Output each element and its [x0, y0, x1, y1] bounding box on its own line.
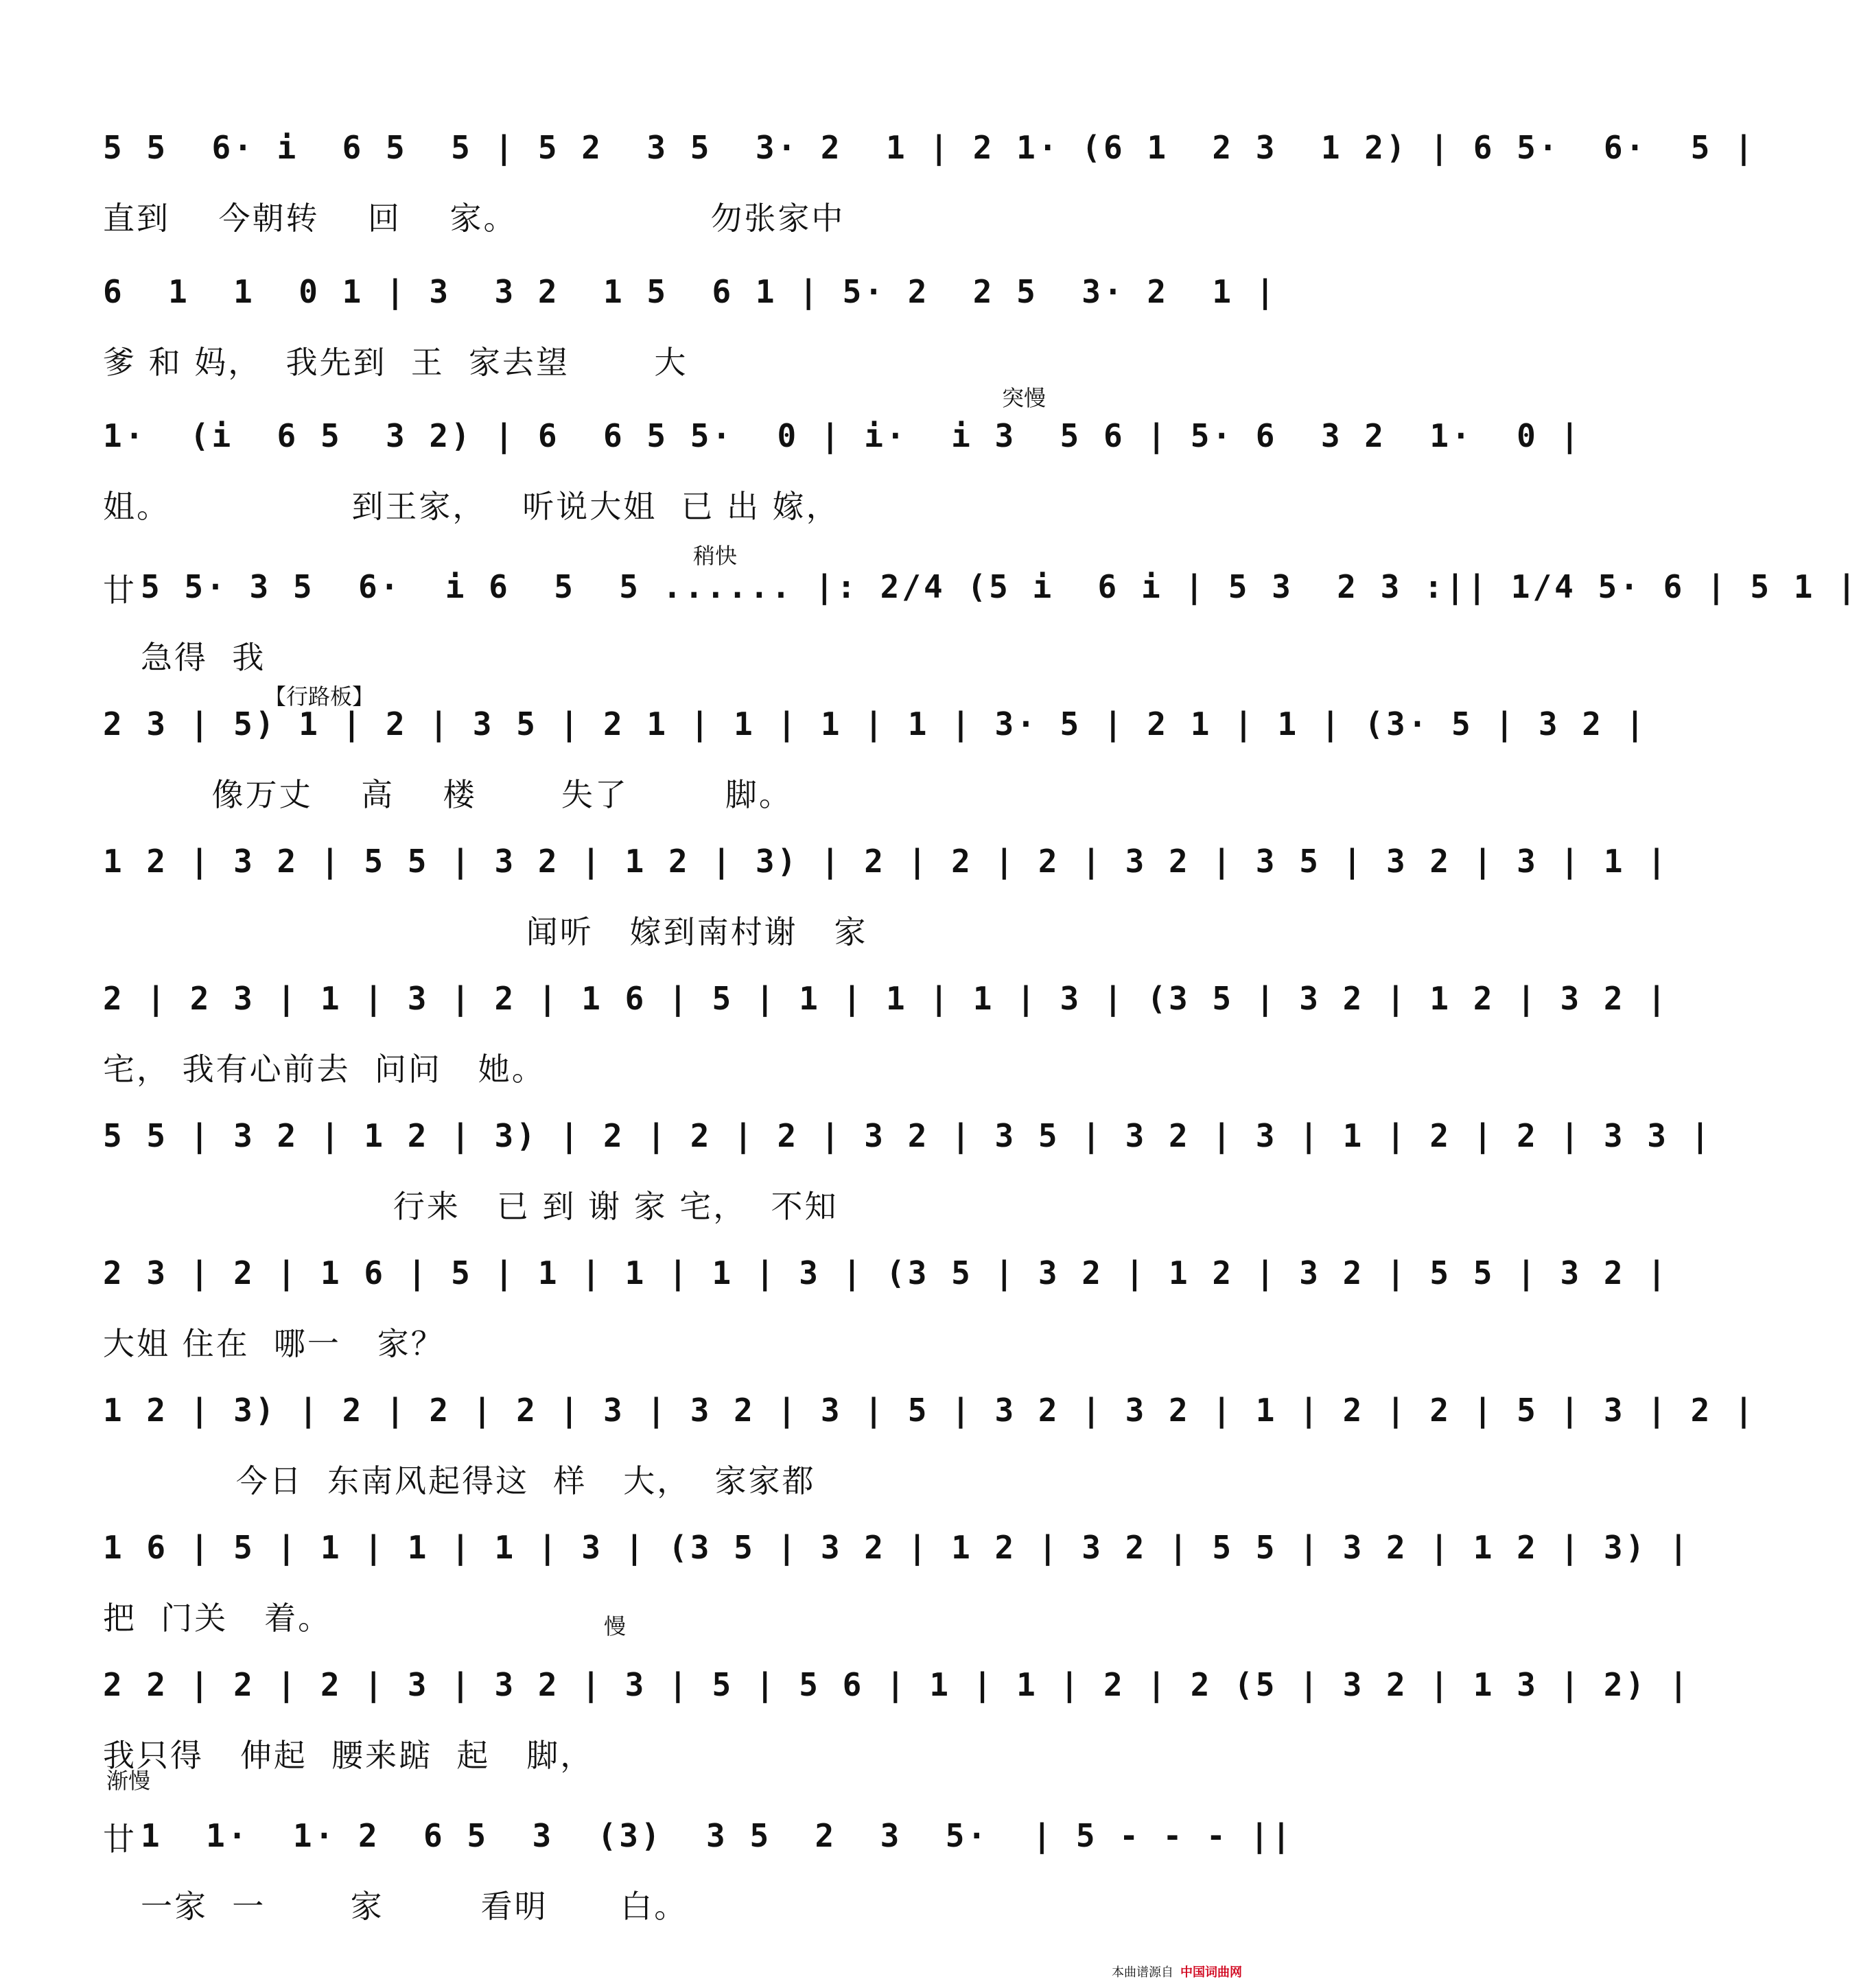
notation-line: 6 1 1 0 1 | 3 3 2 1 5 6 1 | 5· 2 2 5 3· 2 1 |	[103, 273, 1278, 310]
notation-line: 1 6 | 5 | 1 | 1 | 1 | 3 | (3 5 | 3 2 | 1 2 | 3 2 | 5 5 | 3 2 | 1 2 | 3) |	[103, 1529, 1691, 1566]
notation-line: 2 2 | 2 | 2 | 3 | 3 2 | 3 | 5 | 5 6 | 1 | 1 | 2 | 2 (5 | 3 2 | 1 3 | 2) |	[103, 1666, 1691, 1703]
lyrics-line: 爹 和 妈， 我先到 王 家去望 大	[103, 344, 688, 381]
tempo-mark-jianman: 渐慢	[106, 1768, 151, 1794]
lyrics-line: 一家 一 家 看明 白。	[141, 1888, 688, 1925]
notation-line: 1 2 | 3 2 | 5 5 | 3 2 | 1 2 | 3) | 2 | 2 | 2 | 3 2 | 3 5 | 3 2 | 3 | 1 |	[103, 843, 1669, 880]
lyrics-line: 急得 我	[141, 639, 266, 676]
lyrics-line: 把 门关 着。	[103, 1600, 332, 1637]
lyrics-line: 宅， 我有心前去 问问 她。	[103, 1051, 546, 1088]
free-rhythm-marker: 廿	[103, 572, 135, 609]
lyrics-line: 行来 已 到 谢 家 宅， 不知	[103, 1188, 839, 1225]
tempo-mark-tumman: 突慢	[1002, 385, 1047, 411]
free-rhythm-marker: 廿	[103, 1821, 135, 1858]
notation-line: 2 3 | 5) 1 | 2 | 3 5 | 2 1 | 1 | 1 | 1 | 3· 5 | 2 1 | 1 | (3· 5 | 3 2 |	[103, 705, 1648, 742]
lyrics-line: 今日 东南风起得这 样 大， 家家都	[103, 1462, 816, 1499]
notation-line: 5 5 6· i 6 5 5 | 5 2 3 5 3· 2 1 | 2 1· (6 1 2 3 1 2) | 6 5· 6· 5 |	[103, 129, 1756, 166]
lyrics-line: 我只得 伸起 腰来踮 起 脚，	[103, 1737, 594, 1774]
notation-line: 2 | 2 3 | 1 | 3 | 2 | 1 6 | 5 | 1 | 1 | 1 | 3 | (3 5 | 3 2 | 1 2 | 3 2 |	[103, 980, 1669, 1017]
notation-line: 1· (i 6 5 3 2) | 6 6 5 5· 0 | i· i 3 5 6 | 5· 6 3 2 1· 0 |	[103, 417, 1582, 454]
lyrics-line: 像万丈 高 楼 失了 脚。	[103, 776, 793, 813]
tempo-mark-shaokuai: 稍快	[693, 543, 738, 569]
footer	[1112, 1963, 1242, 1980]
lyrics-line: 直到 今朝转 回 家。 勿张家中	[103, 200, 845, 237]
notation-line: 2 3 | 2 | 1 6 | 5 | 1 | 1 | 1 | 3 | (3 5 | 3 2 | 1 2 | 3 2 | 5 5 | 3 2 |	[103, 1254, 1669, 1291]
lyrics-line: 姐。 到王家， 听说大姐 已 出 嫁，	[103, 488, 840, 525]
footer-site-name: 中国词曲网	[1180, 1965, 1242, 1980]
lyrics-line: 大姐 住在 哪一 家？	[103, 1325, 445, 1362]
tempo-mark-xinglu: 【行路板】	[264, 683, 375, 710]
tempo-mark-man: 慢	[604, 1613, 627, 1639]
notation-line: 5 5 | 3 2 | 1 2 | 3) | 2 | 2 | 2 | 3 2 | 3 5 | 3 2 | 3 | 1 | 2 | 2 | 3 3 |	[103, 1117, 1713, 1154]
notation-line: 5 5· 3 5 6· i 6 5 5 ...... |: 2/4 (5 i 6 i | 5 3 2 3 :|| 1/4 5· 6 | 5 1 |	[141, 568, 1859, 605]
notation-line: 1 2 | 3) | 2 | 2 | 2 | 3 | 3 2 | 3 | 5 | 3 2 | 3 2 | 1 | 2 | 2 | 5 | 3 | 2 |	[103, 1392, 1756, 1429]
notation-line: 1 1· 1· 2 6 5 3 (3) 3 5 2 3 5· | 5 - - - ||	[141, 1817, 1294, 1854]
lyrics-line: 闻听 嫁到南村谢 家	[103, 913, 868, 950]
footer-source-text: 本曲谱源自	[1112, 1965, 1173, 1980]
